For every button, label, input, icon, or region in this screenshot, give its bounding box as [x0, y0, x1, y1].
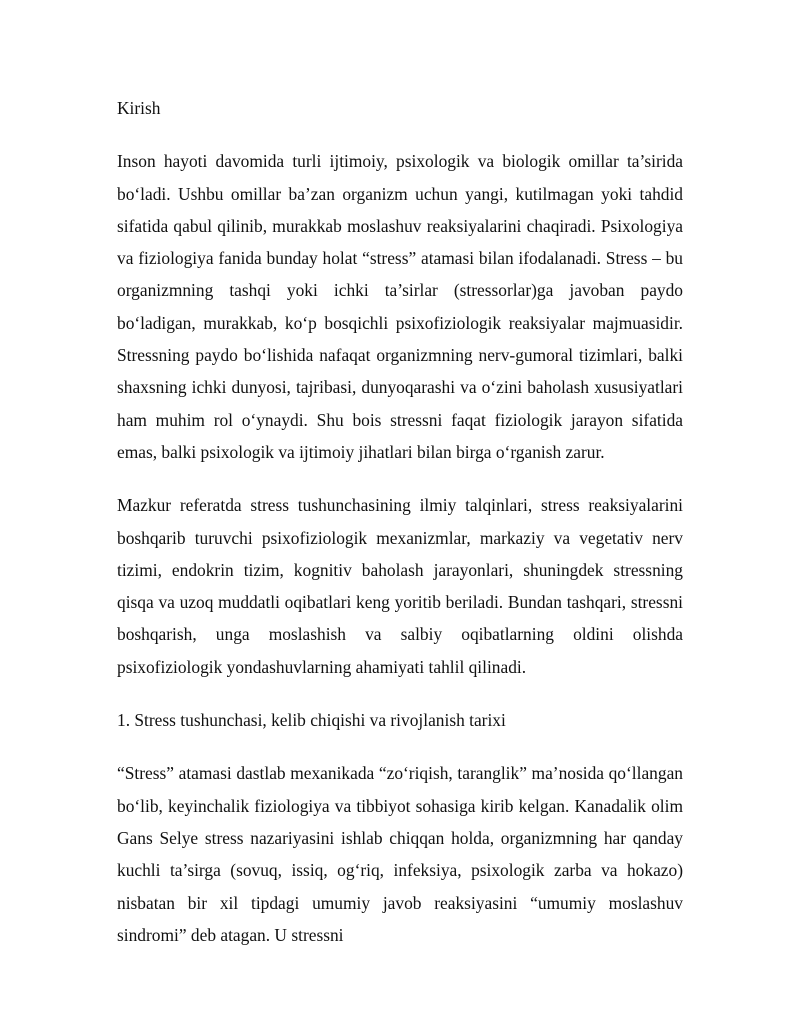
section-heading: 1. Stress tushunchasi, kelib chiqishi va rivojlanish tarixi: [117, 710, 506, 731]
section-paragraph: “Stress” atamasi dastlab mexanikada “zo‘riqish, taranglik” ma’nosida qo‘llangan bo‘lib, keyinchalik fiziologiya va tibbiyot sohasiga kirib kelgan. Kanadalik olim Gans Selye stress nazariyasini ishlab chiqqan holda, organizmning har qanday kuchli ta’sirga (sovuq, issiq, og‘riq, infeksiya, psixologik zarba va hokazo) nisbatan bir xil tipdagi umumiy javob reaksiyasini “umumiy moslashuv sindromi” deb atagan. U stressni: [117, 763, 683, 945]
intro-paragraph-1: Inson hayoti davomida turli ijtimoiy, psixologik va biologik omillar ta’sirida bo‘ladi. Ushbu omillar ba’zan organizm uchun yangi, kutilmagan yoki tahdid sifatida qabul qilinib, murakkab moslashuv reaksiyalarini chaqiradi. Psixologiya va fiziologiya fanida bunday holat “stress” atamasi bilan ifodalanadi. Stress – bu organizmning tashqi yoki ichki ta’sirlar (stressorlar)ga javoban paydo bo‘ladigan, murakkab, ko‘p bosqichli psixofiziologik reaksiyalar majmuasidir. Stressning paydo bo‘lishida nafaqat organizmning nerv-gumoral tizimlari, balki shaxsning ichki dunyosi, tajribasi, dunyoqarashi va o‘zini baholash xususiyatlari ham muhim rol o‘ynaydi. Shu bois stressni faqat fiziologik jarayon sifatida emas, balki psixologik va ijtimoiy jihatlari bilan birga o‘rganish zarur.: [117, 151, 683, 462]
intro-heading: Kirish: [117, 98, 161, 118]
intro-paragraph-2: Mazkur referatda stress tushunchasining ilmiy talqinlari, stress reaksiyalarini boshqarib turuvchi psixofiziologik mexanizmlar, markaziy va vegetativ nerv tizimi, endokrin tizim, kognitiv baholash jarayonlari, shuningdek stressning qisqa va uzoq muddatli oqibatlari keng yoritib beriladi. Bundan tashqari, stressni boshqarish, unga moslashish va salbiy oqibatlarning oldini olishda psixofiziologik yondashuvlarning ahamiyati tahlil qilinadi.: [117, 495, 683, 677]
